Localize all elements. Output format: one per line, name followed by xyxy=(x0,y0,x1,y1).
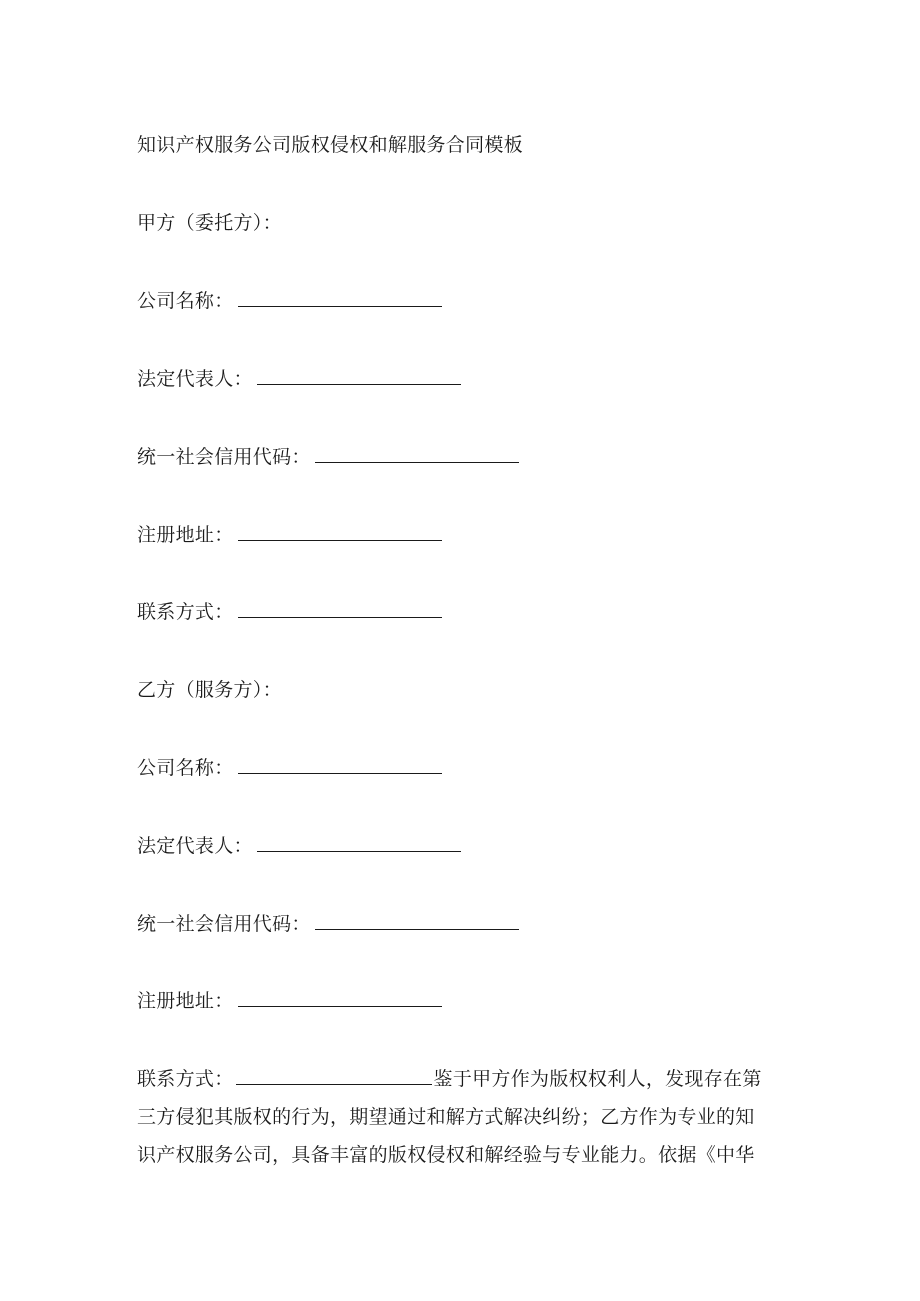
party-b-credit-code-field[interactable] xyxy=(315,911,519,930)
party-b-company-name-field[interactable] xyxy=(238,755,442,774)
party-a-heading: 甲方（委托方）： xyxy=(137,212,282,234)
party-b-heading: 乙方（服务方）： xyxy=(137,679,282,701)
party-a-credit-code xyxy=(137,444,519,470)
party-a-legal-rep xyxy=(137,366,461,392)
party-b-address xyxy=(137,988,442,1014)
party-b-legal-rep-field[interactable] xyxy=(257,833,461,852)
party-b-contact-label: 联系方式： xyxy=(137,1068,234,1090)
party-a-address-field[interactable] xyxy=(238,522,442,541)
party-b-legal-rep-label: 法定代表人： xyxy=(137,835,253,857)
party-a-contact-field[interactable] xyxy=(238,599,442,618)
preamble-paragraph xyxy=(137,1060,787,1174)
party-a-legal-rep-label: 法定代表人： xyxy=(137,368,253,390)
document-title: 知识产权服务公司版权侵权和解服务合同模板 xyxy=(137,134,524,156)
party-b-address-label: 注册地址： xyxy=(137,990,234,1012)
party-b-company-name xyxy=(137,755,442,781)
party-b-company-name-label: 公司名称： xyxy=(137,757,234,779)
preamble-line-3: 识产权服务公司，具备丰富的版权侵权和解经验与专业能力。依据《中华 xyxy=(137,1144,755,1166)
preamble-line-2: 三方侵犯其版权的行为，期望通过和解方式解决纠纷；乙方作为专业的知 xyxy=(137,1106,755,1128)
preamble-text-1: 鉴于甲方作为版权权利人，发现存在第 xyxy=(433,1068,762,1090)
party-b-credit-code-label: 统一社会信用代码： xyxy=(137,913,311,935)
party-a-company-name-field[interactable] xyxy=(238,288,442,307)
party-b-contact-field[interactable] xyxy=(236,1066,432,1085)
party-b-address-field[interactable] xyxy=(238,988,442,1007)
party-a-legal-rep-field[interactable] xyxy=(257,366,461,385)
party-a-credit-code-field[interactable] xyxy=(315,444,519,463)
party-a-company-name xyxy=(137,288,442,314)
party-a-contact xyxy=(137,599,442,625)
party-a-contact-label: 联系方式： xyxy=(137,601,234,623)
party-a-address-label: 注册地址： xyxy=(137,524,234,546)
party-b-credit-code xyxy=(137,911,519,937)
preamble-line-1 xyxy=(137,1060,787,1098)
party-a-credit-code-label: 统一社会信用代码： xyxy=(137,446,311,468)
party-b-legal-rep xyxy=(137,833,461,859)
party-a-company-name-label: 公司名称： xyxy=(137,290,234,312)
party-a-address xyxy=(137,522,442,548)
